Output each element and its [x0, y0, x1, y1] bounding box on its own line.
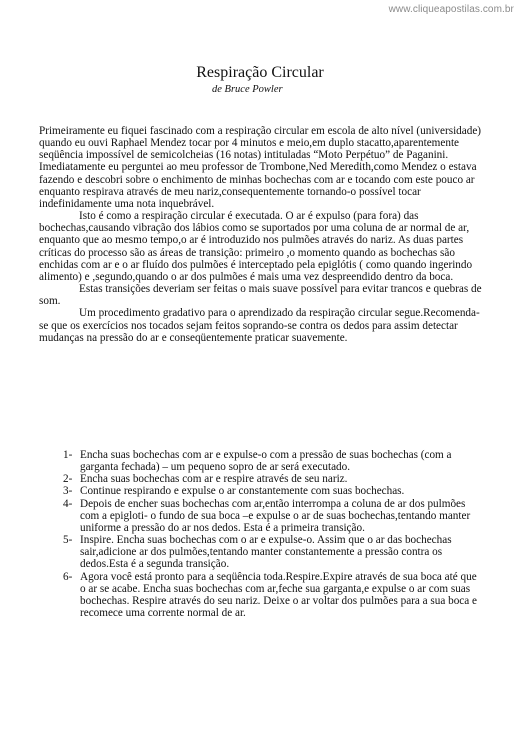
step-number: 1-	[63, 449, 73, 461]
step-text: Depois de encher suas bochechas com ar,então interrompa a coluna de ar dos pulmões com a epigloti- o fundo de sua boca –e expulse o ar de suas bochechas,tentando manter uniforme a pressão do ar nos dedos. Esta é a primeira transição.	[80, 497, 471, 534]
step-item	[63, 498, 481, 534]
step-text: Inspire. Encha suas bochechas com o ar e expulse-o. Assim que o ar das bochechas sair,adicione ar dos pulmões,tentando manter constantemente a pressão contra os dedos.Esta é a segunda transição.	[80, 534, 452, 571]
steps-list	[63, 449, 481, 619]
document-body	[39, 125, 483, 344]
step-number: 4-	[63, 497, 73, 510]
site-watermark: www.cliqueapostilas.com.br	[388, 4, 514, 15]
paragraph-transitions: Estas transições deveriam ser feitas o mais suave possível para evitar trancos e quebras de som.	[39, 283, 482, 308]
step-item	[63, 485, 481, 497]
document-title: Respiração Circular	[196, 64, 324, 81]
step-number: 2-	[63, 473, 73, 486]
step-text: Encha suas bochechas com ar e expulse-o com a pressão de suas bochechas (com a garganta fechada) – um pequeno sopro de ar será executado.	[80, 449, 452, 474]
step-item	[63, 534, 481, 570]
step-text: Continue respirando e expulse o ar constantemente com suas bochechas.	[80, 485, 405, 498]
step-item	[63, 449, 481, 473]
step-text: Agora você está pronto para a seqüência toda.Respire.Expire através de sua boca até que o ar se acabe. Encha suas bochechas com ar,feche sua garganta,e expulse o ar com suas bochechas. Respire através do seu nariz. Deixe o ar voltar dos pulmões para a sua boca e recomece uma corrente normal de ar.	[80, 570, 478, 620]
step-number: 6-	[63, 570, 73, 583]
step-item	[63, 473, 481, 485]
paragraph-intro: Primeiramente eu fiquei fascinado com a respiração circular em escola de alto nível (universidade) quando eu ouvi Raphael Mendez tocar por 4 minutos e meio,em duplo stacatto,aparentemente seqüência impossível de semicolcheias (16 notas) intituladas “Moto Perpétuo” de Paganini. Imediatamente eu perguntei ao meu professor de Trombone,Ned Meredith,como Mendez o estava fazendo e descobri sobre o enchimento de minhas bochechas com ar e tocando com este pouco ar enquanto respirava através de meu nariz,consequentemente tornando-o possível tocar indefinidamente uma nota inquebrável.	[39, 125, 482, 210]
paragraph-procedure: Um procedimento gradativo para o aprendizado da respiração circular segue.Recomenda-se que os exercícios nos tocados sejam feitos soprando-se contra os dedos para assim detectar mudanças na pressão do ar e conseqüentemente praticar suavemente.	[39, 307, 480, 344]
step-item	[63, 571, 481, 620]
step-number: 5-	[63, 534, 73, 547]
step-number: 3-	[63, 485, 73, 498]
document-author: de Bruce Powler	[212, 84, 283, 95]
paragraph-execution: Isto é como a respiração circular é executada. O ar é expulso (para fora) das bochechas,causando vibração dos lábios como se suportados por uma coluna de ar normal de ar, enquanto que ao mesmo tempo,o ar é introduzido nos pulmões através do nariz. As duas partes críticas do processo são as áreas de transição: primeiro ,o momento quando as bochechas são enchidas com ar e o ar fluído dos pulmões é interceptado pela epiglótis ( como quando ingerindo alimento) e ,segundo,quando o ar dos pulmões é mais uma vez despreendido dentro da boca.	[39, 210, 473, 283]
step-text: Encha suas bochechas com ar e respire através de seu nariz.	[80, 473, 348, 486]
